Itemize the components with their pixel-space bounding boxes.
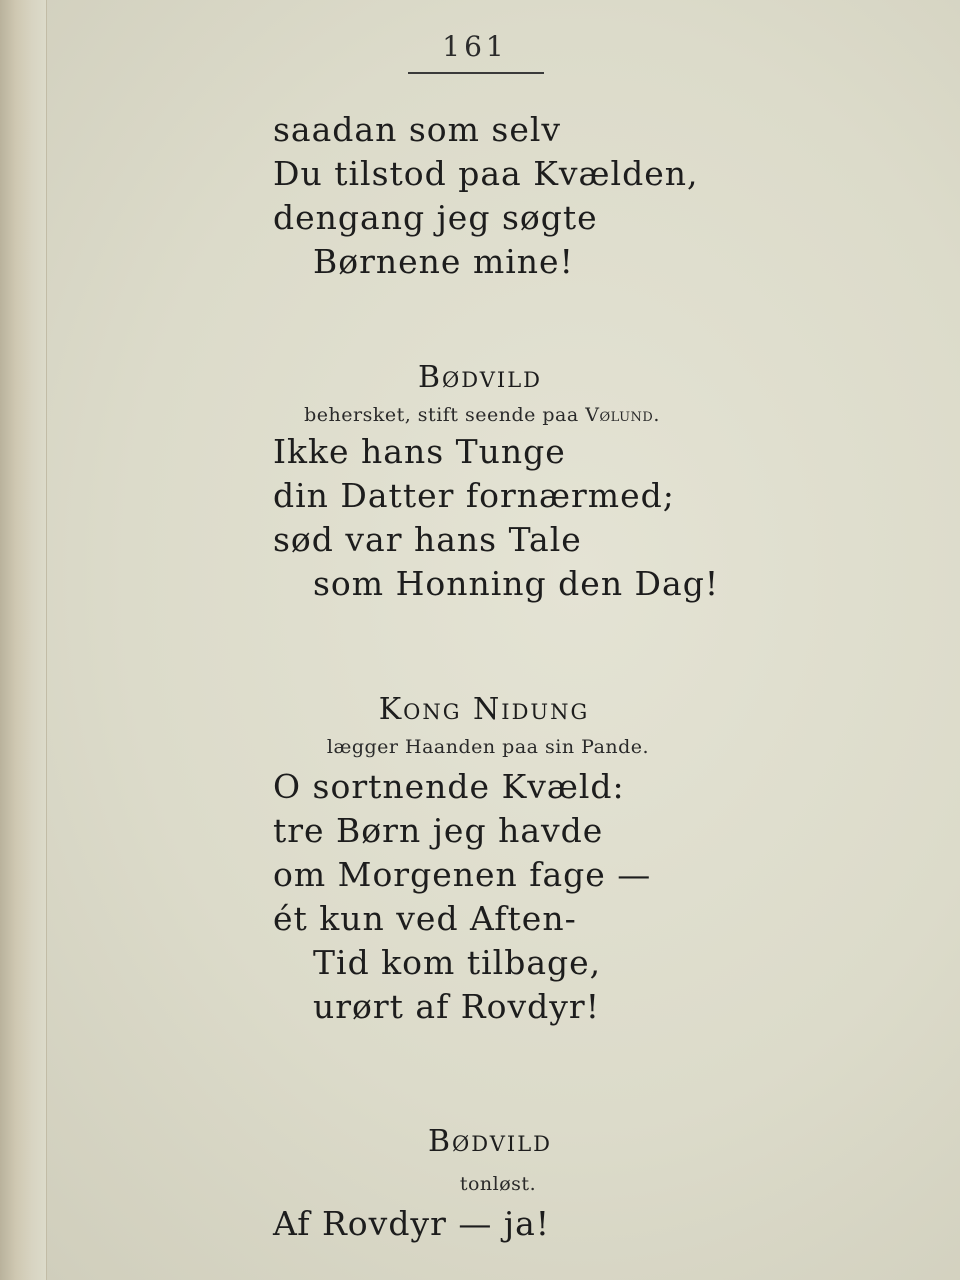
stage-direction-text: behersket, stift seende paa xyxy=(304,404,579,426)
verse-line: Ikke hans Tunge xyxy=(273,432,566,471)
verse-line: om Morgenen fage — xyxy=(273,855,652,894)
verse-line: din Datter fornærmed; xyxy=(273,476,675,515)
verse-line: O sortnende Kvæld: xyxy=(273,767,625,806)
verse-line: som Honning den Dag! xyxy=(313,564,720,603)
verse-line: dengang jeg søgte xyxy=(273,198,598,237)
speaker-name: Kong Nidung xyxy=(378,692,590,727)
verse-block xyxy=(273,765,651,1029)
verse-line: saadan som selv xyxy=(273,110,562,149)
speaker-name: Bødvild xyxy=(428,1124,552,1159)
page-number-rule xyxy=(408,72,544,74)
stage-direction-name: Vølund. xyxy=(585,404,660,426)
verse-line: sød var hans Tale xyxy=(273,520,582,559)
verse-block xyxy=(273,430,719,606)
verse-block xyxy=(273,108,698,284)
verse-line: Af Rovdyr — ja! xyxy=(273,1204,551,1243)
verse-line: Du tilstod paa Kvælden, xyxy=(273,154,699,193)
book-gutter xyxy=(0,0,47,1280)
verse-line: urørt af Rovdyr! xyxy=(313,987,600,1026)
verse-line: Tid kom tilbage, xyxy=(313,943,602,982)
stage-direction: tonløst. xyxy=(459,1173,537,1195)
verse-line: tre Børn jeg havde xyxy=(273,811,604,850)
verse-line: ét kun ved Aften- xyxy=(273,899,577,938)
verse-line: Børnene mine! xyxy=(313,242,574,281)
speaker-name: Bødvild xyxy=(418,360,542,395)
stage-direction: lægger Haanden paa sin Pande. xyxy=(326,736,650,758)
page-number: 161 xyxy=(442,30,508,63)
stage-direction xyxy=(242,404,722,426)
verse-block xyxy=(273,1202,550,1246)
